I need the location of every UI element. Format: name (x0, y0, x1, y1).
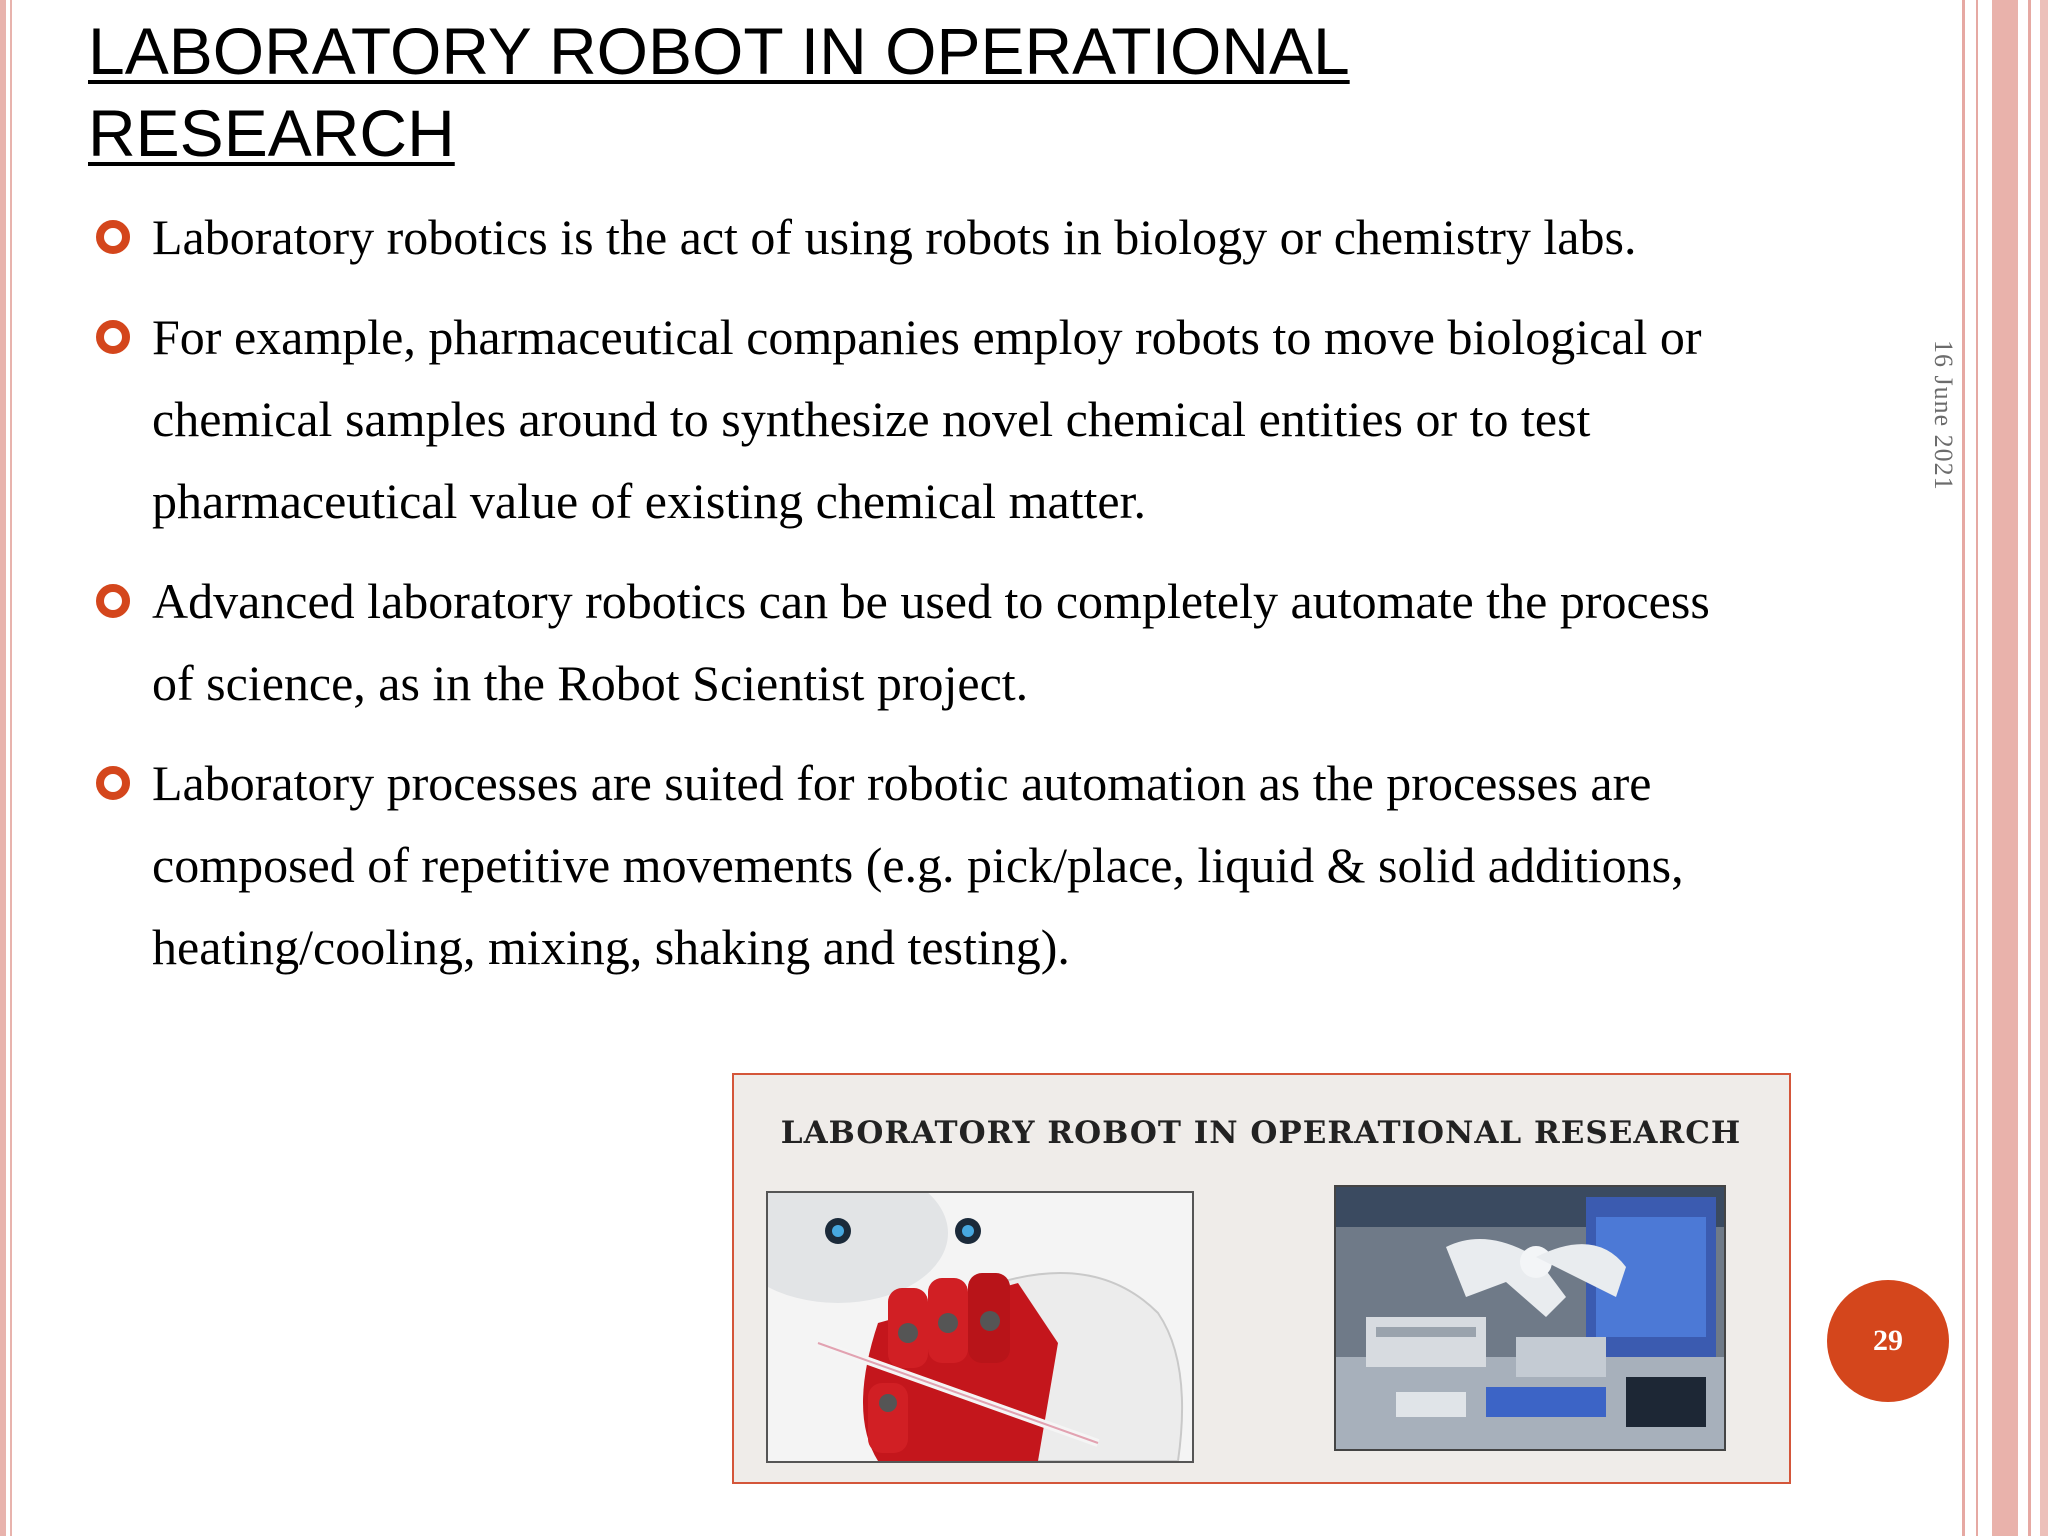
slide-date: 16 June 2021 (1929, 340, 1958, 491)
bullet-list (92, 196, 1752, 1006)
robot-hand-photo (766, 1191, 1194, 1463)
ring-bullet-icon (96, 320, 130, 354)
bullet-item (92, 560, 1752, 724)
page-number-badge (1827, 1280, 1949, 1402)
right-border-edge (2040, 0, 2048, 1536)
lab-automation-illustration (1336, 1187, 1724, 1449)
bullet-text: Advanced laboratory robotics can be used to completely automate the process of science, as in the Robot Scientist project. (152, 573, 1710, 711)
ring-bullet-icon (96, 584, 130, 618)
right-border-band (1992, 0, 2018, 1536)
right-border-line (1962, 0, 1965, 1536)
left-border-line (10, 0, 12, 1536)
ring-bullet-icon (96, 220, 130, 254)
bullet-text: For example, pharmaceutical companies employ robots to move biological or chemical samples around to synthesize novel chemical entities or to test pharmaceutical value of existing chemical matter. (152, 309, 1702, 529)
bullet-item (92, 742, 1752, 988)
figure-caption: LABORATORY ROBOT IN OPERATIONAL RESEARCH (780, 1115, 1742, 1151)
left-border-band (0, 0, 6, 1536)
right-border-line (2028, 0, 2031, 1536)
page-number: 29 (1873, 1324, 1903, 1357)
slide-title (88, 10, 1488, 174)
bullet-text: Laboratory processes are suited for robotic automation as the processes are composed of repetitive movements (e.g. pick/place, liquid & solid additions, heating/cooling, mixing, shaking and testing). (152, 755, 1684, 975)
slide-title-line-2: RESEARCH (88, 96, 455, 170)
robot-hand-illustration (768, 1193, 1192, 1461)
bullet-text: Laboratory robotics is the act of using robots in biology or chemistry labs. (152, 209, 1637, 265)
lab-robot-photo (1334, 1185, 1726, 1451)
bullet-item (92, 296, 1752, 542)
right-border-line (1976, 0, 1978, 1536)
figure-image (732, 1073, 1791, 1484)
slide-title-line-1: LABORATORY ROBOT IN OPERATIONAL (88, 14, 1350, 88)
ring-bullet-icon (96, 766, 130, 800)
bullet-item (92, 196, 1752, 278)
